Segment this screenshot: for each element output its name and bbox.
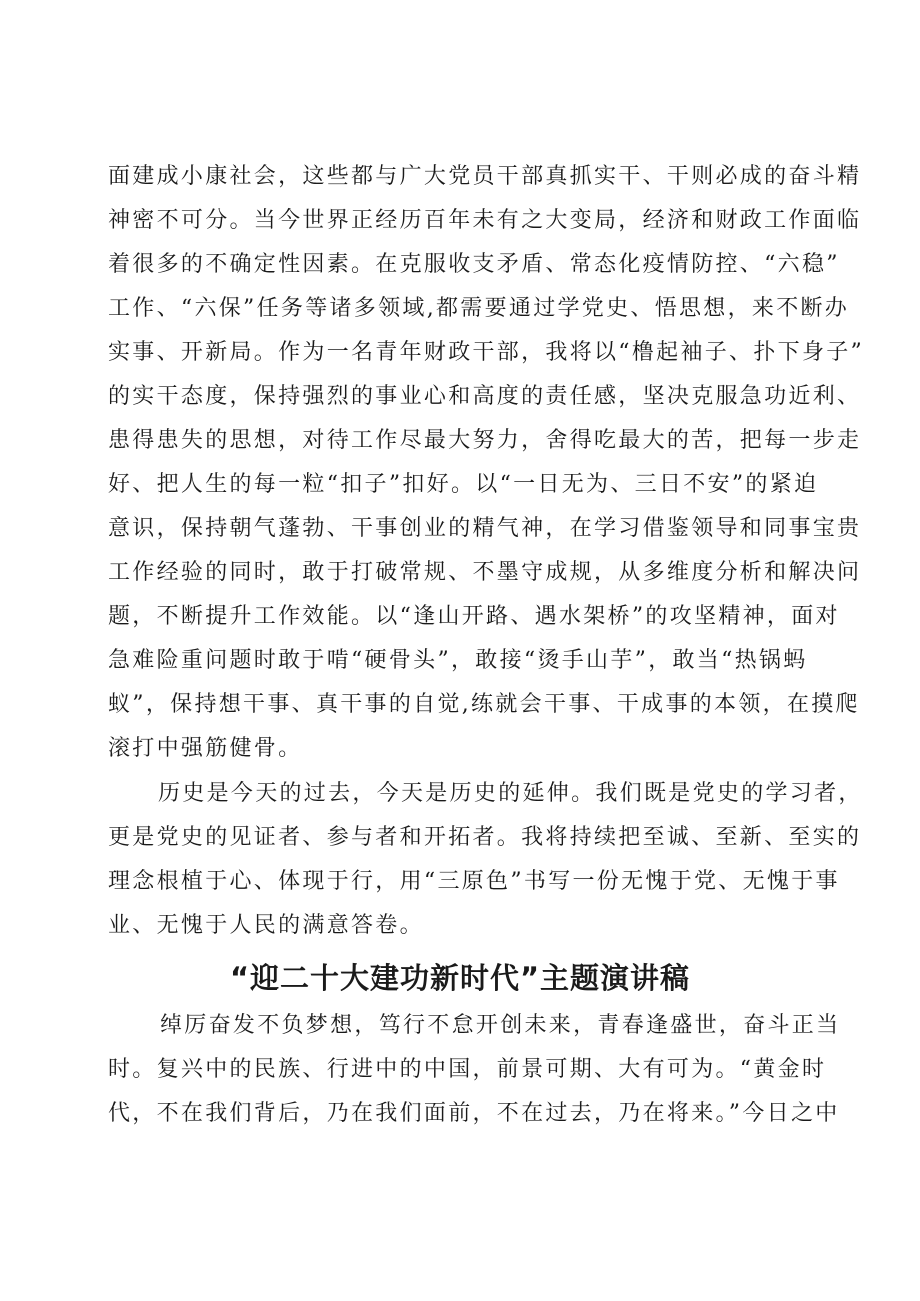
paragraph1-line: 患得患失的思想，对待工作尽最大努力，舍得吃最大的苦，把每一步走 [108,428,862,453]
paragraph2-line: 业、无愧于人民的满意答卷。 [108,913,424,938]
paragraph1-line: 蚁”，保持想干事、真干事的自觉,练就会干事、干成事的本领，在摸爬 [108,692,860,717]
paragraph1-line: 着很多的不确定性因素。在克服收支矛盾、常态化疫情防控、“六稳” [108,252,840,277]
paragraph1-line: 工作经验的同时，敢于打破常规、不墨守成规，从多维度分析和解决问 [108,560,862,585]
paragraph3-line: 绰厉奋发不负梦想，笃行不怠开创未来，青春逢盛世，奋斗正当 [160,1013,841,1038]
section-title: “迎二十大建功新时代”主题演讲稿 [229,961,691,995]
paragraph1-line: 好、把人生的每一粒“扣子”扣好。以“一日无为、三日不安”的紧迫 [108,472,819,497]
paragraph1-line: 实事、开新局。作为一名青年财政干部，我将以“橹起袖子、扑下身子” [108,340,865,365]
paragraph1-line: 题，不断提升工作效能。以“逢山开路、遇水架桥”的攻坚精神，面对 [108,604,840,629]
paragraph2-line: 更是党史的见证者、参与者和开拓者。我将持续把至诚、至新、至实的 [108,825,862,850]
paragraph1-line: 的实干态度，保持强烈的事业心和高度的责任感，坚决克服急功近利、 [108,384,862,409]
paragraph2-line: 理念根植于心、体现于行，用“三原色”书写一份无愧于党、无愧于事 [108,869,840,894]
paragraph2-line: 历史是今天的过去，今天是历史的延伸。我们既是党史的学习者， [158,781,863,806]
paragraph1-line: 意识，保持朝气蓬勃、干事创业的精气神，在学习借鉴领导和同事宝贵 [108,516,862,541]
paragraph3-line: 时。复兴中的民族、行进中的中国，前景可期、大有可为。“黄金时 [108,1057,827,1082]
paragraph1-line: 急难险重问题时敢于啃“硬骨头”，敢接“烫手山芋”，敢当“热锅蚂 [108,648,808,673]
paragraph3-line: 代，不在我们背后，乃在我们面前，不在过去，乃在将来。”今日之中 [108,1101,840,1126]
paragraph1-line: 滚打中强筋健骨。 [108,736,303,761]
paragraph1-line: 工作、“六保”任务等诸多领域,都需要通过学党史、悟思想，来不断办 [108,296,850,321]
paragraph1-line: 面建成小康社会，这些都与广大党员干部真抓实干、干则必成的奋斗精 [108,164,862,189]
paragraph1-line: 神密不可分。当今世界正经历百年未有之大变局，经济和财政工作面临 [108,208,862,233]
